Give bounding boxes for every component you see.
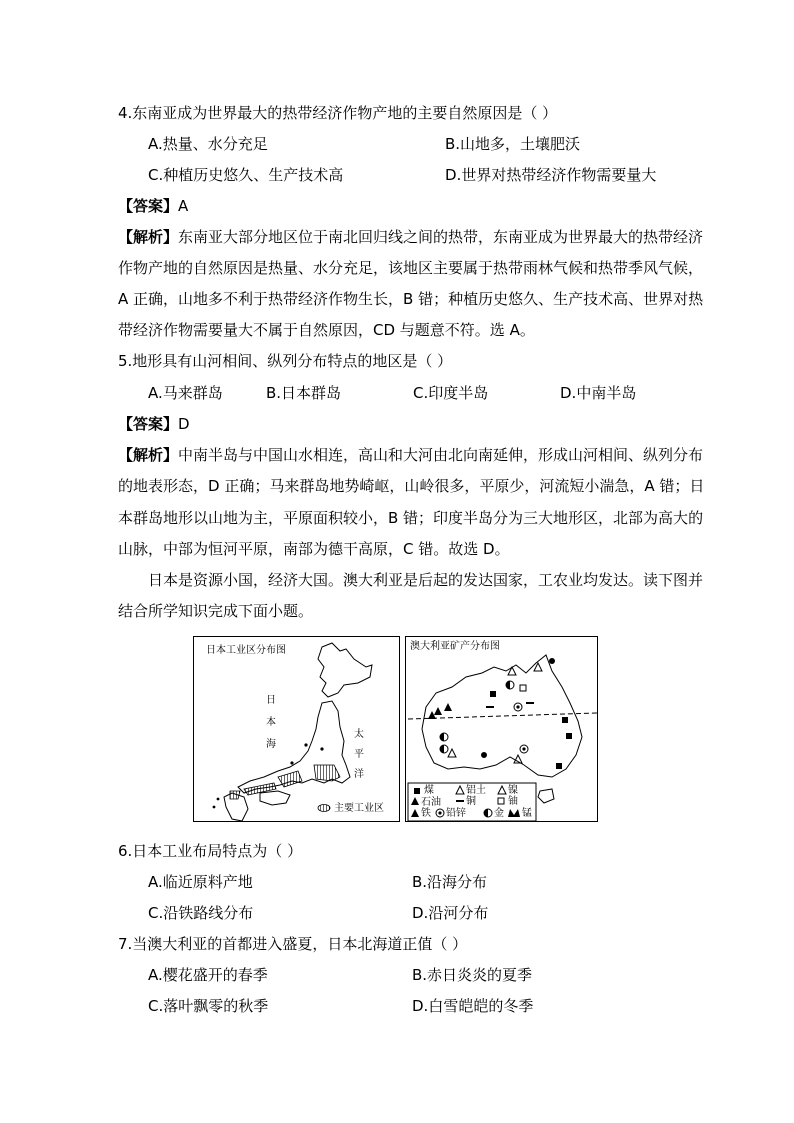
legend-copper: 铜 xyxy=(466,796,476,807)
q5-analysis-line-4: 山脉，中部为恒河平原，南部为德干高原，C 错。故选 D。 xyxy=(118,540,510,558)
q4-analysis-line-4: 带经济作物需要量大不属于自然原因，CD 与题意不符。选 A。 xyxy=(118,321,535,339)
legend-manganese: 锰 xyxy=(522,808,532,819)
answer-value: A xyxy=(178,197,189,215)
map-figure xyxy=(193,636,598,822)
q5-option-c: C.印度半岛 xyxy=(413,384,489,402)
analysis-tag: 【解析】 xyxy=(118,446,179,464)
legend-industrial-zone-swatch xyxy=(318,805,330,812)
q5-analysis-line-1: 【解析】中南半岛与中国山水相连，高山和大河由北向南延伸，形成山河相间、纵列分布 xyxy=(118,446,704,464)
q4-option-d: D.世界对热带经济作物需要量大 xyxy=(445,166,657,184)
q6-option-c: C.沿铁路线分布 xyxy=(148,904,254,922)
q5-analysis-line-2: 的地表形态，D 正确；马来群岛地势崎岖，山岭很多，平原少，河流短小湍急，A 错；日 xyxy=(118,477,705,495)
q7-option-c: C.落叶飘零的秋季 xyxy=(148,997,269,1015)
legend-lead-zinc: 铅锌 xyxy=(446,808,466,819)
australia-mineral-map xyxy=(405,636,598,822)
legend-gold: 金 xyxy=(494,808,504,819)
q4-option-a: A.热量、水分充足 xyxy=(148,135,268,153)
q5-analysis-line-3: 本群岛地形以山地为主，平原面积较小，B 错；印度半岛分为三大地形区，北部为高大的 xyxy=(118,509,704,527)
q4-analysis-line-3: A 正确，山地多不利于热带经济作物生长，B 错；种植历史悠久、生产技术高、世界对热 xyxy=(118,290,704,308)
q4-analysis-line-2: 作物产地的自然原因是热量、水分充足，该地区主要属于热带雨林气候和热带季风气候， xyxy=(118,259,704,277)
legend-oil: 石油 xyxy=(421,797,441,808)
sea-of-japan-label-2: 本 xyxy=(266,717,276,728)
q6-option-d: D.沿河分布 xyxy=(412,904,489,922)
shikoku-island xyxy=(260,791,290,805)
kitakyushu-industrial-zone xyxy=(230,791,240,799)
q4-stem: 4.东南亚成为世界最大的热带经济作物产地的主要自然原因是（ ） xyxy=(118,104,558,122)
australia-map-title: 澳大利亚矿产分布图 xyxy=(410,641,500,652)
q6-option-a: A.临近原料产地 xyxy=(148,873,253,891)
japan-map-drawing xyxy=(194,637,401,823)
australia-map-drawing xyxy=(406,637,599,823)
intro-line-2: 结合所学知识完成下面小题。 xyxy=(118,602,314,620)
q6-stem: 6.日本工业布局特点为（ ） xyxy=(118,842,303,860)
japan-industry-map xyxy=(193,636,400,822)
legend-industrial-zone-label: 主要工业区 xyxy=(334,803,384,814)
q7-stem: 7.当澳大利亚的首都进入盛夏，日本北海道正值（ ） xyxy=(118,935,468,953)
q5-option-d: D.中南半岛 xyxy=(560,384,637,402)
hokkaido-island xyxy=(318,643,372,697)
q7-option-d: D.白雪皑皑的冬季 xyxy=(412,997,534,1015)
q7-option-b: B.赤日炎炎的夏季 xyxy=(412,966,533,984)
australia-continent xyxy=(422,655,582,777)
sea-of-japan-label-1: 日 xyxy=(266,695,276,706)
pacific-ocean-label-1: 太 xyxy=(354,729,364,740)
legend-nickel: 镍 xyxy=(508,785,518,796)
q5-option-b: B.日本群岛 xyxy=(266,384,342,402)
sea-of-japan-label-3: 海 xyxy=(266,739,276,750)
tasmania-island xyxy=(538,789,554,803)
legend-bauxite: 铝土 xyxy=(466,785,486,796)
answer-tag: 【答案】 xyxy=(118,415,179,433)
q5-answer xyxy=(118,414,190,434)
answer-tag: 【答案】 xyxy=(118,197,179,215)
legend-coal: 煤 xyxy=(424,785,434,796)
q4-analysis-line-1: 【解析】东南亚大部分地区位于南北回归线之间的热带，东南亚成为世界最大的热带经济 xyxy=(118,228,704,246)
q4-option-c: C.种植历史悠久、生产技术高 xyxy=(148,166,344,184)
q5-stem: 5.地形具有山河相间、纵列分布特点的地区是（ ） xyxy=(118,352,453,370)
analysis-tag: 【解析】 xyxy=(118,228,179,246)
legend-uranium: 铀 xyxy=(508,796,518,807)
pacific-ocean-label-2: 平 xyxy=(354,749,364,760)
q6-option-b: B.沿海分布 xyxy=(412,873,488,891)
q4-answer xyxy=(118,196,188,216)
legend-iron: 铁 xyxy=(421,808,431,819)
answer-value: D xyxy=(178,415,190,433)
q4-option-b: B.山地多，土壤肥沃 xyxy=(445,135,581,153)
q5-option-a: A.马来群岛 xyxy=(148,384,223,402)
japan-map-title: 日本工业区分布图 xyxy=(206,645,286,656)
intro-line-1: 日本是资源小国，经济大国。澳大利亚是后起的发达国家，工农业均发达。读下图并 xyxy=(148,571,704,589)
pacific-ocean-label-3: 洋 xyxy=(354,769,364,780)
q7-option-a: A.樱花盛开的春季 xyxy=(148,966,268,984)
